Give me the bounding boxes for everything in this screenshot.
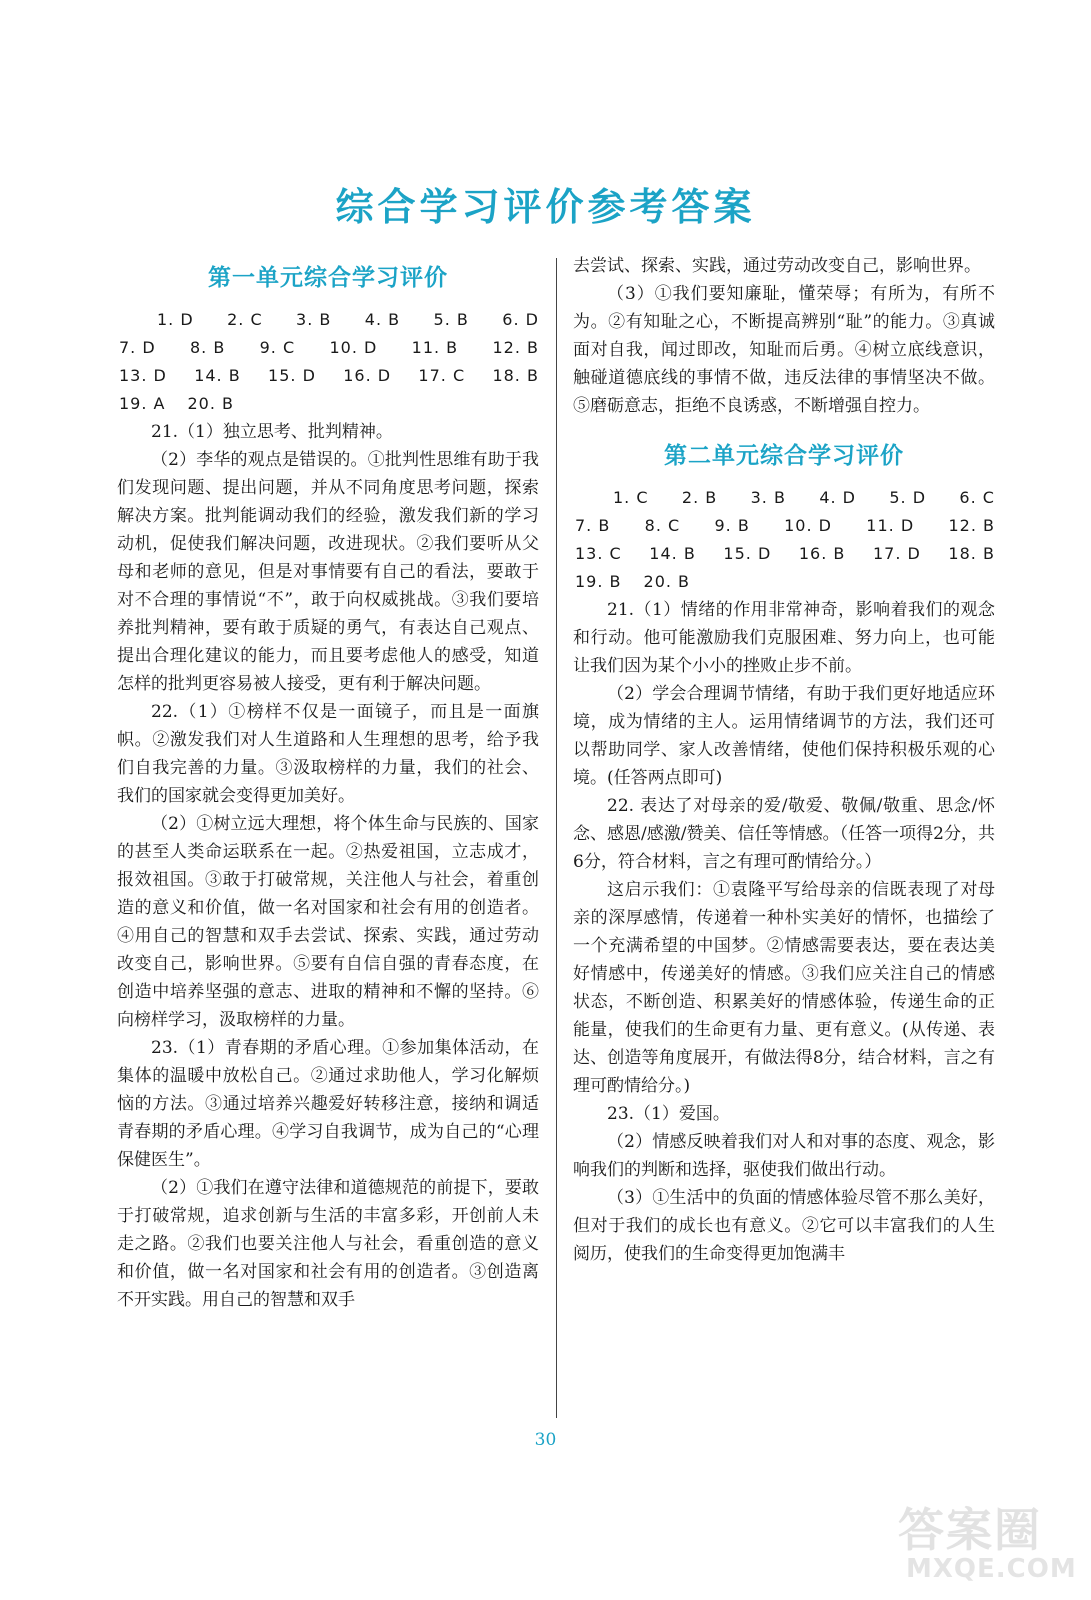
answer-item: 13. D (119, 366, 167, 385)
answer-item: 6. D (502, 310, 539, 329)
answer-row (573, 512, 995, 540)
answer-item: 1. C (613, 488, 649, 507)
answer-item: 14. B (194, 366, 241, 385)
answer-row (573, 540, 995, 568)
answer-item: 5. D (889, 488, 927, 507)
answer-item: 10. D (784, 516, 832, 535)
answer-item: 14. B (649, 544, 696, 563)
answer-item: 16. D (343, 366, 392, 385)
answer-paragraph: （2）李华的观点是错误的。①批判性思维有助于我们发现问题、提出问题，并从不同角度思考问题，探索解决方案。批判能调动我们的经验，激发我们新的学习动机，促使我们解决问题，改进现状。②我们要听从父母和老师的意见，但是对事情要有自己的看法，要敢于对不合理的事情说“不”，敢于向权威挑战。③我们要培养批判精神，要有敢于质疑的勇气，有表达自己观点、提出合理化建议的能力，而且要考虑他人的感受，知道怎样的批判更容易被人接受，更有利于解决问题。 (117, 450, 539, 694)
answer-item: 11. B (411, 338, 459, 357)
answer-item: 18. B (492, 366, 539, 385)
answer-item: 3. B (750, 488, 786, 507)
answer-item: 15. D (268, 366, 316, 385)
answer-item: 13. C (575, 544, 622, 563)
page-title: 综合学习评价参考答案 (335, 185, 756, 229)
right-column (573, 252, 995, 1268)
answer-item: 16. B (798, 544, 846, 563)
answer-paragraph: （3）①生活中的负面的情感体验尽管不那么美好，但对于我们的成长也有意义。②它可以丰富我们的人生阅历，使我们的生命变得更加饱满丰 (573, 1188, 995, 1264)
answer-paragraph: 22.（1）①榜样不仅是一面镜子，而且是一面旗帜。②激发我们对人生道路和人生理想的思考，给予我们自我完善的力量。③汲取榜样的力量，我们的社会、我们的国家就会变得更加美好。 (117, 702, 539, 806)
answer-paragraph: （2）情感反映着我们对人和对事的态度、观念，影响我们的判断和选择，驱使我们做出行动。 (573, 1132, 995, 1180)
section-heading-unit-2: 第二单元综合学习评价 (664, 442, 904, 469)
answer-item: 8. C (644, 516, 681, 535)
answer-paragraph: 去尝试、探索、实践，通过劳动改变自己，影响世界。 (573, 256, 981, 276)
answer-row (117, 362, 539, 390)
answer-row (117, 390, 539, 418)
answer-paragraph: （3）①我们要知廉耻，懂荣辱；有所为，有所不为。②有知耻之心，不断提高辨别“耻”的能力。③真诚面对自我，闻过即改，知耻而后勇。④树立底线意识，触碰道德底线的事情不做，违反法律的事情坚决不做。⑤磨砺意志，拒绝不良诱惑，不断增强自控力。 (573, 284, 995, 416)
answer-item: 4. B (364, 310, 401, 329)
answer-item: 20. B (643, 572, 691, 591)
watermark-logo (898, 1494, 1078, 1594)
answer-item: 3. B (296, 310, 332, 329)
answer-item: 9. C (259, 338, 296, 357)
answer-paragraph: 21.（1）独立思考、批判精神。 (151, 422, 393, 442)
answer-item: 18. B (948, 544, 995, 563)
answer-row (573, 484, 995, 512)
watermark-word: 答案圈 (898, 1503, 1042, 1557)
answer-row (573, 568, 995, 596)
column-divider (556, 258, 557, 1418)
answer-item: 19. A (119, 394, 166, 413)
answer-item: 10. D (329, 338, 378, 357)
answer-item: 7. B (575, 516, 611, 535)
answer-item: 20. B (187, 394, 234, 413)
answer-paragraph: （2）①树立远大理想，将个体生命与民族的、国家的甚至人类命运联系在一起。②热爱祖国，立志成才，报效祖国。③敢于打破常规，关注他人与社会，着重创造的意义和价值，做一名对国家和社会有用的创造者。④用自己的智慧和双手去尝试、探索、实践，通过劳动改变自己，影响世界。⑤要有自信自强的青春态度，在创造中培养坚强的意志、进取的精神和不懈的坚持。⑥向榜样学习，汲取榜样的力量。 (117, 814, 539, 1030)
answer-item: 5. B (433, 310, 469, 329)
left-column (117, 252, 539, 1314)
watermark-url: MXQE.COM (906, 1554, 1077, 1584)
answer-paragraph: （2）学会合理调节情绪，有助于我们更好地适应环境，成为情绪的主人。运用情绪调节的方法，我们还可以帮助同学、家人改善情绪，使他们保持积极乐观的心境。(任答两点即可) (573, 684, 995, 788)
answer-item: 2. C (227, 310, 263, 329)
answer-item: 17. C (418, 366, 466, 385)
answer-item: 12. B (492, 338, 539, 357)
answer-item: 4. D (819, 488, 856, 507)
answer-item: 11. D (866, 516, 915, 535)
answer-item: 15. D (723, 544, 772, 563)
answer-row (117, 334, 539, 362)
page-number: 30 (534, 1430, 557, 1450)
answer-item: 8. B (189, 338, 226, 357)
answer-paragraph: 22. 表达了对母亲的爱/敬爱、敬佩/敬重、思念/怀念、感恩/感激/赞美、信任等情感。（任答一项得2分，共6分，符合材料，言之有理可酌情给分。） (573, 796, 995, 872)
answer-paragraph: 21.（1）情绪的作用非常神奇，影响着我们的观念和行动。他可能激励我们克服困难、努力向上，也可能让我们因为某个小小的挫败止步不前。 (573, 600, 995, 676)
answer-item: 2. B (681, 488, 718, 507)
answer-item: 1. D (157, 310, 194, 329)
answer-item: 7. D (119, 338, 156, 357)
answer-item: 12. B (948, 516, 995, 535)
answer-item: 17. D (872, 544, 921, 563)
answer-paragraph: 23.（1）爱国。 (607, 1104, 730, 1124)
answer-row (117, 306, 539, 334)
answer-item: 6. C (959, 488, 995, 507)
answer-item: 9. B (714, 516, 750, 535)
answer-paragraph: 这启示我们：①袁隆平写给母亲的信既表现了对母亲的深厚感情，传递着一种朴实美好的情怀，也描绘了一个充满希望的中国梦。②情感需要表达，要在表达美好情感中，传递美好的情感。③我们应关注自己的情感状态，不断创造、积累美好的情感体验，传递生命的正能量，使我们的生命更有力量、更有意义。(从传递、表达、创造等角度展开，有做法得8分，结合材料，言之有理可酌情给分。) (573, 880, 995, 1096)
answer-paragraph: （2）①我们在遵守法律和道德规范的前提下，要敢于打破常规，追求创新与生活的丰富多彩，开创前人未走之路。②我们也要关注他人与社会，看重创造的意义和价值，做一名对国家和社会有用的创造者。③创造离不开实践。用自己的智慧和双手 (117, 1178, 539, 1310)
answer-paragraph: 23.（1）青春期的矛盾心理。①参加集体活动，在集体的温暖中放松自己。②通过求助他人，学习化解烦恼的方法。③通过培养兴趣爱好转移注意，接纳和调适青春期的矛盾心理。④学习自我调节，成为自己的“心理保健医生”。 (117, 1038, 539, 1170)
answer-item: 19. B (575, 572, 622, 591)
section-heading-unit-1: 第一单元综合学习评价 (208, 264, 448, 291)
